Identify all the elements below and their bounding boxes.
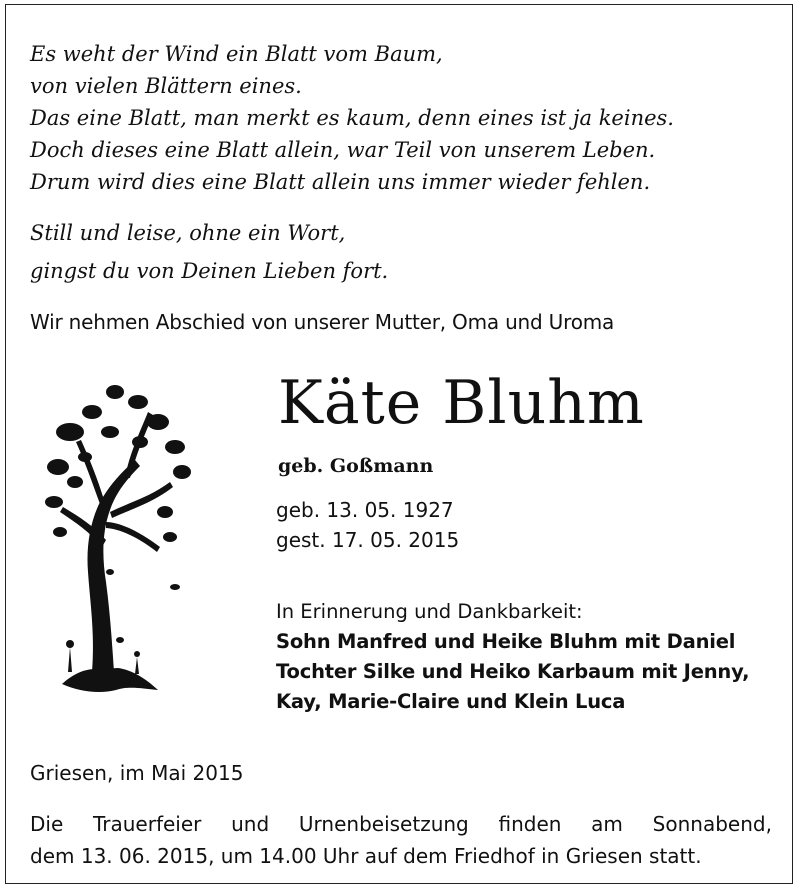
life-dates	[276, 495, 459, 555]
service-word: Sonnabend,	[652, 812, 772, 836]
service-word: Urnenbeisetzung	[298, 812, 469, 836]
mourner-line: Sohn Manfred und Heike Bluhm mit Daniel	[276, 630, 736, 653]
death-date: gest. 17. 05. 2015	[276, 528, 460, 552]
mourners-heading: In Erinnerung und Dankbarkeit:	[276, 600, 583, 623]
service-line-2: dem 13. 06. 2015, um 14.00 Uhr auf dem Friedhof in Griesen statt.	[30, 844, 702, 868]
place-and-date: Griesen, im Mai 2015	[30, 761, 244, 785]
poem-line: Doch dieses eine Blatt allein, war Teil von unserem Leben.	[30, 138, 656, 162]
poem-line: Drum wird dies eine Blatt allein uns immer wieder fehlen.	[30, 170, 651, 194]
poem-line: gingst du von Deinen Lieben fort.	[30, 259, 389, 283]
poem-line: Das eine Blatt, man merkt es kaum, denn eines ist ja keines.	[30, 106, 674, 130]
birth-date: geb. 13. 05. 1927	[276, 498, 454, 522]
service-word: Die	[30, 812, 64, 836]
service-word: und	[231, 812, 270, 836]
mourners-block	[276, 597, 749, 717]
poem-stanza-1	[30, 38, 674, 198]
deceased-name: Käte Bluhm	[278, 368, 645, 438]
maiden-name: geb. Goßmann	[278, 455, 434, 477]
service-word: Trauerfeier	[93, 812, 202, 836]
mourner-line: Kay, Marie-Claire und Klein Luca	[276, 690, 626, 713]
poem-line: Still und leise, ohne ein Wort,	[30, 221, 346, 245]
mourner-line: Tochter Silke und Heiko Karbaum mit Jenny,	[276, 660, 750, 683]
farewell-intro: Wir nehmen Abschied von unserer Mutter, Oma und Uroma	[30, 310, 615, 334]
funeral-service-notice	[30, 808, 772, 872]
tree-silhouette-icon	[40, 372, 200, 712]
service-line-1	[30, 808, 772, 840]
service-word: finden	[498, 812, 562, 836]
service-word: am	[591, 812, 623, 836]
poem-line: von vielen Blättern eines.	[30, 74, 302, 98]
poem-stanza-2	[30, 214, 388, 290]
poem-line: Es weht der Wind ein Blatt vom Baum,	[30, 42, 443, 66]
